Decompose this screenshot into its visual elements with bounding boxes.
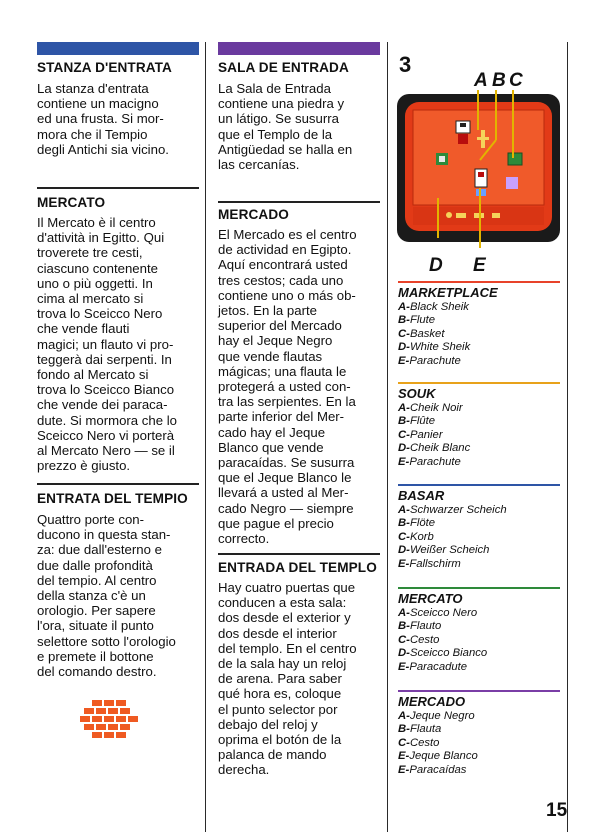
label-d: D (429, 255, 443, 276)
legend-rule (398, 281, 560, 283)
column-spanish (218, 60, 383, 172)
column-rule-2 (387, 42, 388, 832)
label-e: E (473, 255, 486, 276)
divider (218, 201, 380, 203)
legend-item: C-Korb (398, 530, 434, 543)
legend-item: A-Sceicco Nero (398, 607, 478, 619)
figure-number: 3 (399, 52, 412, 77)
legend-item: B-Flauto (398, 620, 442, 633)
legend-item: E-Parachute (398, 455, 461, 468)
column-rule-3 (567, 42, 568, 832)
legend-item: D-Sceicco Bianco (398, 647, 488, 660)
section-title: MERCADO (218, 207, 289, 222)
section-title: ENTRATA DEL TEMPIO (37, 491, 188, 506)
legend-item: A-Black Sheik (398, 301, 469, 313)
legend-item: B-Flute (398, 314, 436, 327)
legend-item: D-Cheik Blanc (398, 442, 471, 455)
legend-item: E-Paracaídas (398, 763, 467, 776)
section-text: Il Mercato è il centro d'attività in Egitto. Qui troverete tre cesti, ciascuno contenente uno o più oggetti. In cima al mercato si trova lo Sceicco Nero che vende flauti magici; un flauto vi pro- teggerà dai serpenti. In fondo al Mercato si trova lo Sceicco Bianco che vende dei paraca- dute. Si mormora che lo Sceicco Nero vi porterà al Mercato Nero — se il prezzo è giusto. (37, 215, 177, 474)
legend-item: E-Parachute (398, 354, 461, 367)
column-rule-1 (205, 42, 206, 832)
legend-item: E-Jeque Blanco (398, 750, 478, 763)
label-b: B (492, 70, 506, 91)
legend-item: E-Paracadute (398, 660, 468, 673)
legend-item: A-Schwarzer Scheich (398, 504, 507, 516)
divider (218, 553, 380, 555)
section-title: ENTRADA DEL TEMPLO (218, 560, 377, 575)
section-title: MERCATO (37, 195, 106, 210)
legend-heading: SOUK (398, 386, 436, 401)
legend-item: A-Cheik Noir (398, 402, 463, 414)
legend-item: B-Flauta (398, 723, 442, 736)
legend-item: A-Jeque Negro (398, 710, 475, 722)
legend-rule (398, 484, 560, 486)
legend-rule (398, 587, 560, 589)
label-a: A (474, 70, 488, 91)
section-text: El Mercado es el centro de actividad en Egipto. Aquí encontrará usted tres cestos; cada uno contiene uno o más ob- jetos. En la parte superior del Mercado hay el Jeque Negro que vende flautas mágicas; una flauta le protegerá a usted con- tra las serpientes. En la parte inferior del Mer- cado hay el Jeque Blanco que vende paracaídas. Se susurra que el Jeque Blanco le llevará a usted al Mer- cado Negro — siempre que pague el precio correcto. (218, 227, 357, 547)
section-text: Quattro porte con- ducono in questa stan- za: due dall'esterno e due dalle profondità del tempio. Al centro della stanza c'è un orologio. Per sapere l'ora, situate il punto selettore sotto l'orologio e premete il bottone del comando destro. (37, 512, 176, 680)
legend-item: C-Panier (398, 428, 443, 441)
legend-heading: BASAR (398, 488, 445, 503)
legend-marketplace (398, 281, 560, 368)
legend-heading: MARKETPLACE (398, 285, 498, 300)
legend-mercato (398, 587, 560, 674)
legend-item: C-Cesto (398, 633, 440, 646)
section-text: Hay cuatro puertas que conducen a esta sala: dos desde el exterior y dos desde el interior del templo. En el centro de la sala hay un reloj de arena. Para saber qué hora es, coloque el punto selector por debajo del reloj y oprima el botón de la palanca de mando derecha. (218, 580, 357, 778)
legend-item: D-White Sheik (398, 341, 471, 354)
page-number: 15 (546, 800, 568, 821)
legend-heading: MERCADO (398, 694, 466, 709)
section-title: STANZA D'ENTRATA (37, 60, 172, 75)
legend-heading: MERCATO (398, 591, 463, 606)
legend-item: D-Weißer Scheich (398, 544, 490, 557)
legend-souk (398, 382, 560, 469)
pointer-lines (420, 88, 530, 263)
legend-basar (398, 484, 560, 571)
legend-rule (398, 690, 560, 692)
legend-item: E-Fallschirm (398, 557, 461, 570)
brick-ornament-icon (80, 700, 140, 742)
section-text: La stanza d'entrata contiene un macigno ed una frusta. Si mor- mora che il Tempio degli Antichi sia vicino. (37, 81, 169, 157)
column-1-color-bar (37, 42, 199, 55)
legend-item: C-Cesto (398, 736, 440, 749)
legend-rule (398, 382, 560, 384)
divider (37, 187, 199, 189)
section-title: SALA DE ENTRADA (218, 60, 349, 75)
legend-item: B-Flûte (398, 415, 436, 428)
divider (37, 483, 199, 485)
section-entrada-templo (218, 553, 380, 778)
section-text: La Sala de Entrada contiene una piedra y un látigo. Se susurra que el Templo de la Antigüedad se halla en las cercanías. (218, 81, 353, 173)
column-2-color-bar (218, 42, 380, 55)
legend-mercado (398, 690, 560, 777)
section-mercato-it (37, 187, 199, 473)
legend-item: C-Basket (398, 327, 445, 340)
legend-item: B-Flöte (398, 517, 436, 530)
column-italian (37, 60, 202, 157)
section-mercado-es (218, 201, 380, 546)
label-c: C (509, 70, 523, 91)
section-entrata-tempio (37, 483, 199, 679)
